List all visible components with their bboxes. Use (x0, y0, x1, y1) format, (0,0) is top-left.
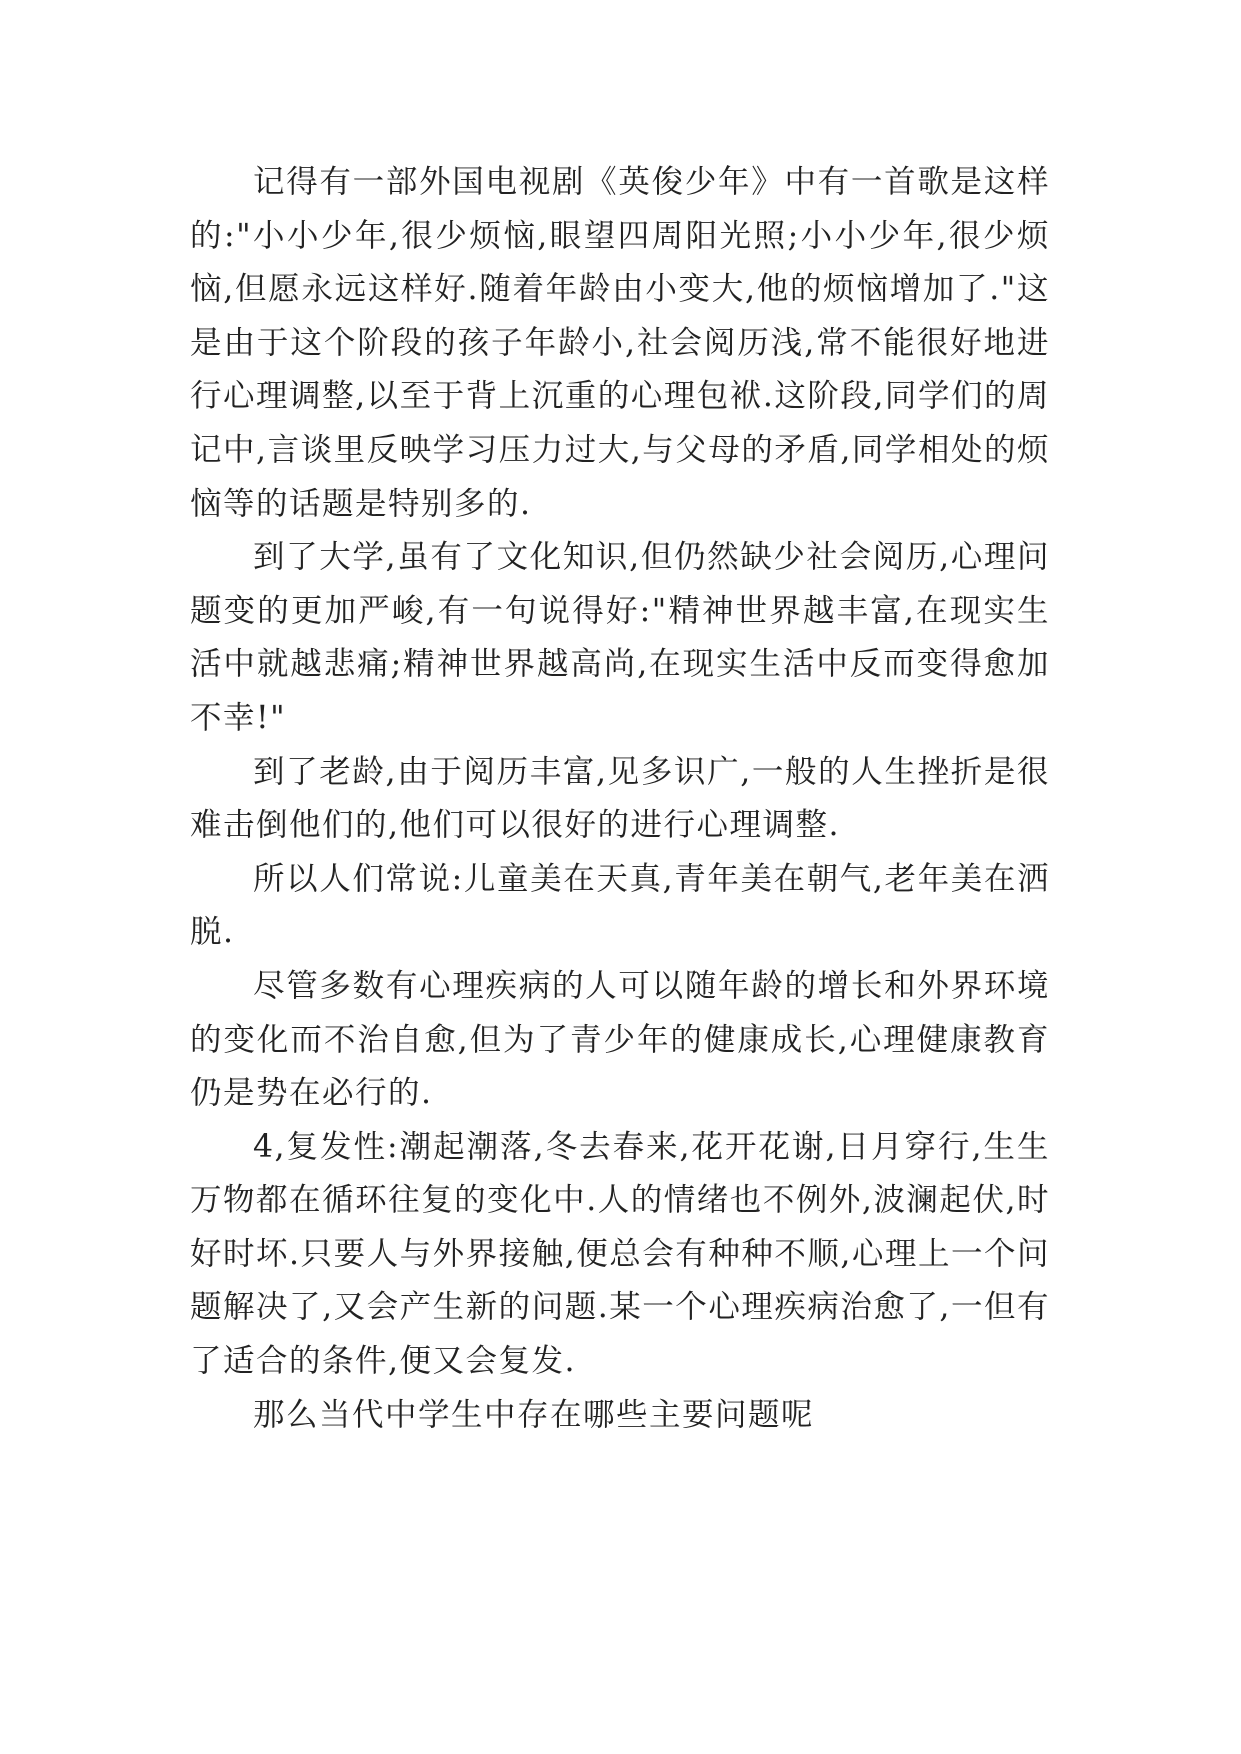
paragraph: 到了老龄,由于阅历丰富,见多识广,一般的人生挫折是很难击倒他们的,他们可以很好的进行心理调整. (190, 753, 1050, 844)
paragraph: 那么当代中学生中存在哪些主要问题呢 (253, 1396, 815, 1433)
paragraph: 记得有一部外国电视剧《英俊少年》中有一首歌是这样的:"小小少年,很少烦恼,眼望四周阳光照;小小少年,很少烦恼,但愿永远这样好.随着年龄由小变大,他的烦恼增加了."这是由于这个阶段的孩子年龄小,社会阅历浅,常不能很好地进行心理调整,以至于背上沉重的心理包袱.这阶段,同学们的周记中,言谈里反映学习压力过大,与父母的矛盾,同学相处的烦恼等的话题是特别多的. (190, 164, 1050, 522)
paragraph: 尽管多数有心理疾病的人可以随年龄的增长和外界环境的变化而不治自愈,但为了青少年的健康成长,心理健康教育仍是势在必行的. (190, 967, 1050, 1112)
paragraph: 到了大学,虽有了文化知识,但仍然缺少社会阅历,心理问题变的更加严峻,有一句说得好:"精神世界越丰富,在现实生活中就越悲痛;精神世界越高尚,在现实生活中反而变得愈加不幸!" (190, 539, 1050, 736)
paragraph: 4,复发性:潮起潮落,冬去春来,花开花谢,日月穿行,生生万物都在循环往复的变化中.人的情绪也不例外,波澜起伏,时好时坏.只要人与外界接触,便总会有种种不顺,心理上一个问题解决了,又会产生新的问题.某一个心理疾病治愈了,一但有了适合的条件,便又会复发. (190, 1128, 1050, 1380)
paragraph: 所以人们常说:儿童美在天真,青年美在朝气,老年美在洒脱. (190, 860, 1050, 951)
document-body (190, 156, 1050, 1442)
